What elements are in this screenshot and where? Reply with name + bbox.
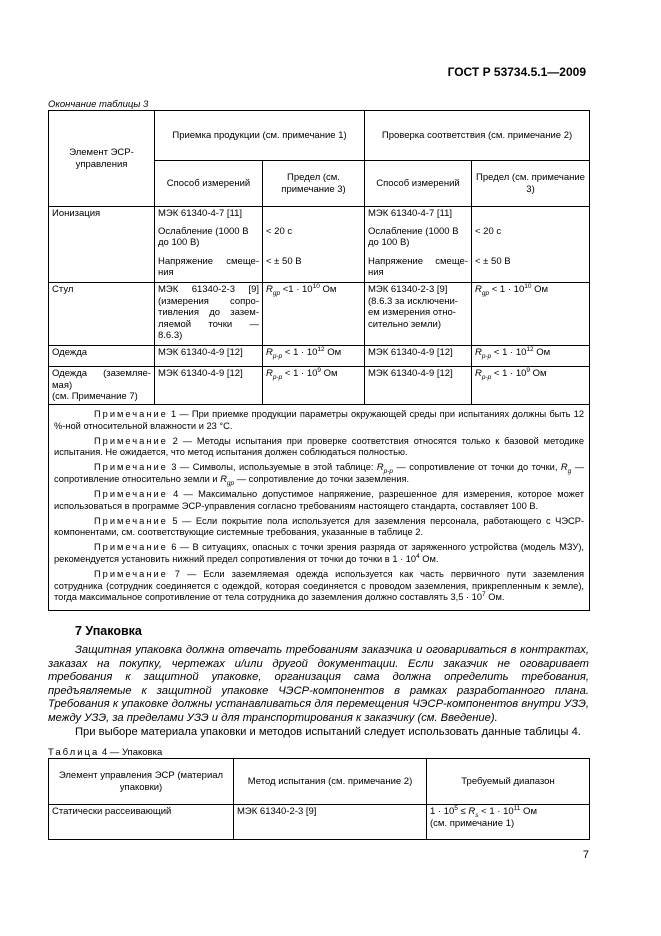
header-element: Элемент ЭСР-управления [49, 111, 155, 207]
cell-ion-cmp-decay: Ослабление (1000 В до 100 В) [365, 225, 472, 255]
cell-ion-cmp-blank [472, 207, 590, 225]
t4-header-range: Требуемый диапазон [427, 759, 590, 805]
section-7-para-1: Защитная упаковка должна отвечать требованиям заказчика и оговариваться в контрактах, заказах на покупку, чертежах и/или другой документации. Если заказчик не оговаривает требования к защитной упаковке, организация сама должна определить требования, предъявляемые к защитной упаковке ЧЭСР-компонентов в рамках разработанного плана. Требования к упаковке должны устанавливаться для перемещения ЧЭСР-компонентов внутри УЗЭ, между УЗЭ, за пределами УЗЭ и для транспортирования к заказчику (см. Введение). [48, 644, 589, 724]
header-acc-limit: Предел (см. примечание 3) [263, 161, 365, 207]
note-5: Примечание 5 — Если покрытие пола используется для заземления персонала, работающего с ЧЭСР-компонентами, см. соответствующие системные требования, указанные в таблице 2. [54, 515, 585, 538]
row-grounded-garment-label: Одежда (заземляе- мая) (см. Примечание 7) [49, 367, 155, 405]
section-7-title: 7 Упаковка [75, 624, 142, 638]
header-compliance: Проверка соответствия (см. примечание 2) [365, 111, 590, 161]
cell-ion-cmp-offset: Напряжение смеще- ния [365, 255, 472, 283]
table4 [48, 758, 590, 840]
t4-cell-element: Статически рассеивающий [49, 805, 234, 840]
table3-caption: Окончание таблицы 3 [48, 99, 149, 110]
note-3: Примечание 3 — Символы, используемые в этой таблице: $R_{p-p}$ — сопротивление от точки до точки, $R_g$ — сопротивление относительно земли и $R_{gp}$ — сопротивление до точки заземления. [54, 462, 585, 487]
header-cmp-limit: Предел (см. примечание 3) [472, 161, 590, 207]
t4-cell-range: $1 \cdot 10^5 \le R_s < 1 \cdot 10^{11}$ Ом (см. примечание 1) [427, 805, 590, 840]
cell-chair-cmp-limit: $R_{gp} < 1 \cdot 10^{10}$ Ом [472, 283, 590, 346]
note-4: Примечание 4 — Максимально допустимое напряжение, разрешенное для измерения, которое может использоваться в программе ЭСР-управления согласно требованиям настоящего стандарта, составляет 100 В. [54, 489, 585, 511]
row-garment-label: Одежда [49, 346, 155, 367]
section-7-body [48, 644, 589, 739]
cell-garment-acc-method: МЭК 61340-4-9 [12] [155, 346, 263, 367]
t4-header-method: Метод испытания (см. примечание 2) [234, 759, 427, 805]
note-2: Примечание 2 — Методы испытания при проверке соответствия относятся только к базовой методике испытания. Не ожидается, что метод испытания должен соблюдаться полностью. [54, 435, 585, 458]
cell-chair-acc-limit: $R_{gp} <1 \cdot 10^{10}$ Ом [263, 283, 365, 346]
row-ionization-label: Ионизация [49, 207, 155, 283]
cell-ion-acc-decay-limit: < 20 с [263, 225, 365, 255]
cell-chair-acc-method: МЭК 61340-2-3 [9] (измерения сопро- тивления до зазем- ляемой точки — 8.6.3) [155, 283, 263, 346]
cell-garment-cmp-limit: $R_{p-p} < 1 \cdot 10^{12}$ Ом [472, 346, 590, 367]
section-7-para-2: При выборе материала упаковки и методов испытаний следует использовать данные таблицы 4. [75, 725, 581, 738]
table4-caption: Таблица 4 — Упаковка [48, 747, 163, 758]
cell-chair-cmp-method: МЭК 61340-2-3 [9] (8.6.3 за исключени- ем измерения отно- сительно земли) [365, 283, 472, 346]
note-6: Примечание 6 — В ситуациях, опасных с точки зрения разряда от заряженного устройства (модель МЗУ), рекомендуется установить нижний предел сопротивления от точки до точки в $1 \cdot 10^4$ Ом. [54, 542, 585, 565]
t4-cell-method: МЭК 61340-2-3 [9] [234, 805, 427, 840]
cell-ggarment-cmp-limit: $R_{p-p} < 1 \cdot 10^9$ Ом [472, 367, 590, 405]
page-number: 7 [582, 849, 589, 861]
document-code: ГОСТ Р 53734.5.1—2009 [447, 65, 586, 79]
cell-ion-cmp-offset-limit: < ± 50 В [472, 255, 590, 283]
cell-ggarment-acc-method: МЭК 61340-4-9 [12] [155, 367, 263, 405]
header-acceptance: Приемка продукции (см. примечание 1) [155, 111, 365, 161]
cell-ggarment-acc-limit: $R_{p-p} < 1 \cdot 10^9$ Ом [263, 367, 365, 405]
cell-ion-acc-std: МЭК 61340-4-7 [11] [155, 207, 263, 225]
header-cmp-method: Способ измерений [365, 161, 472, 207]
t4-header-element: Элемент управления ЭСР (материал упаковки) [49, 759, 234, 805]
row-chair-label: Стул [49, 283, 155, 346]
table3-notes [49, 405, 590, 611]
cell-ion-acc-decay: Ослабление (1000 В до 100 В) [155, 225, 263, 255]
note-7: Примечание 7 — Если заземляемая одежда используется как часть первичного пути заземления сотрудника (сотрудник соединяется с одеждой, которая соединяется с проводом заземления, прикрепленным к земле), тогда максимальное сопротивление от тела сотрудника до заземления должно составлять $3,5 \cdot 10^7$ Ом. [54, 569, 585, 603]
header-acc-method: Способ измерений [155, 161, 263, 207]
cell-ion-acc-offset: Напряжение смеще- ния [155, 255, 263, 283]
note-1: Примечание 1 — При приемке продукции параметры окружающей среды при испытаниях должны быть 12 %-ной относительной влажности и 23 °С. [54, 409, 585, 431]
cell-ion-cmp-std: МЭК 61340-4-7 [11] [365, 207, 472, 225]
cell-ion-cmp-decay-limit: < 20 с [472, 225, 590, 255]
cell-ion-acc-blank [263, 207, 365, 225]
cell-garment-cmp-method: МЭК 61340-4-9 [12] [365, 346, 472, 367]
cell-ggarment-cmp-method: МЭК 61340-4-9 [12] [365, 367, 472, 405]
table3 [48, 110, 590, 611]
cell-garment-acc-limit: $R_{p-p} < 1 \cdot 10^{12}$ Ом [263, 346, 365, 367]
cell-ion-acc-offset-limit: < ± 50 В [263, 255, 365, 283]
